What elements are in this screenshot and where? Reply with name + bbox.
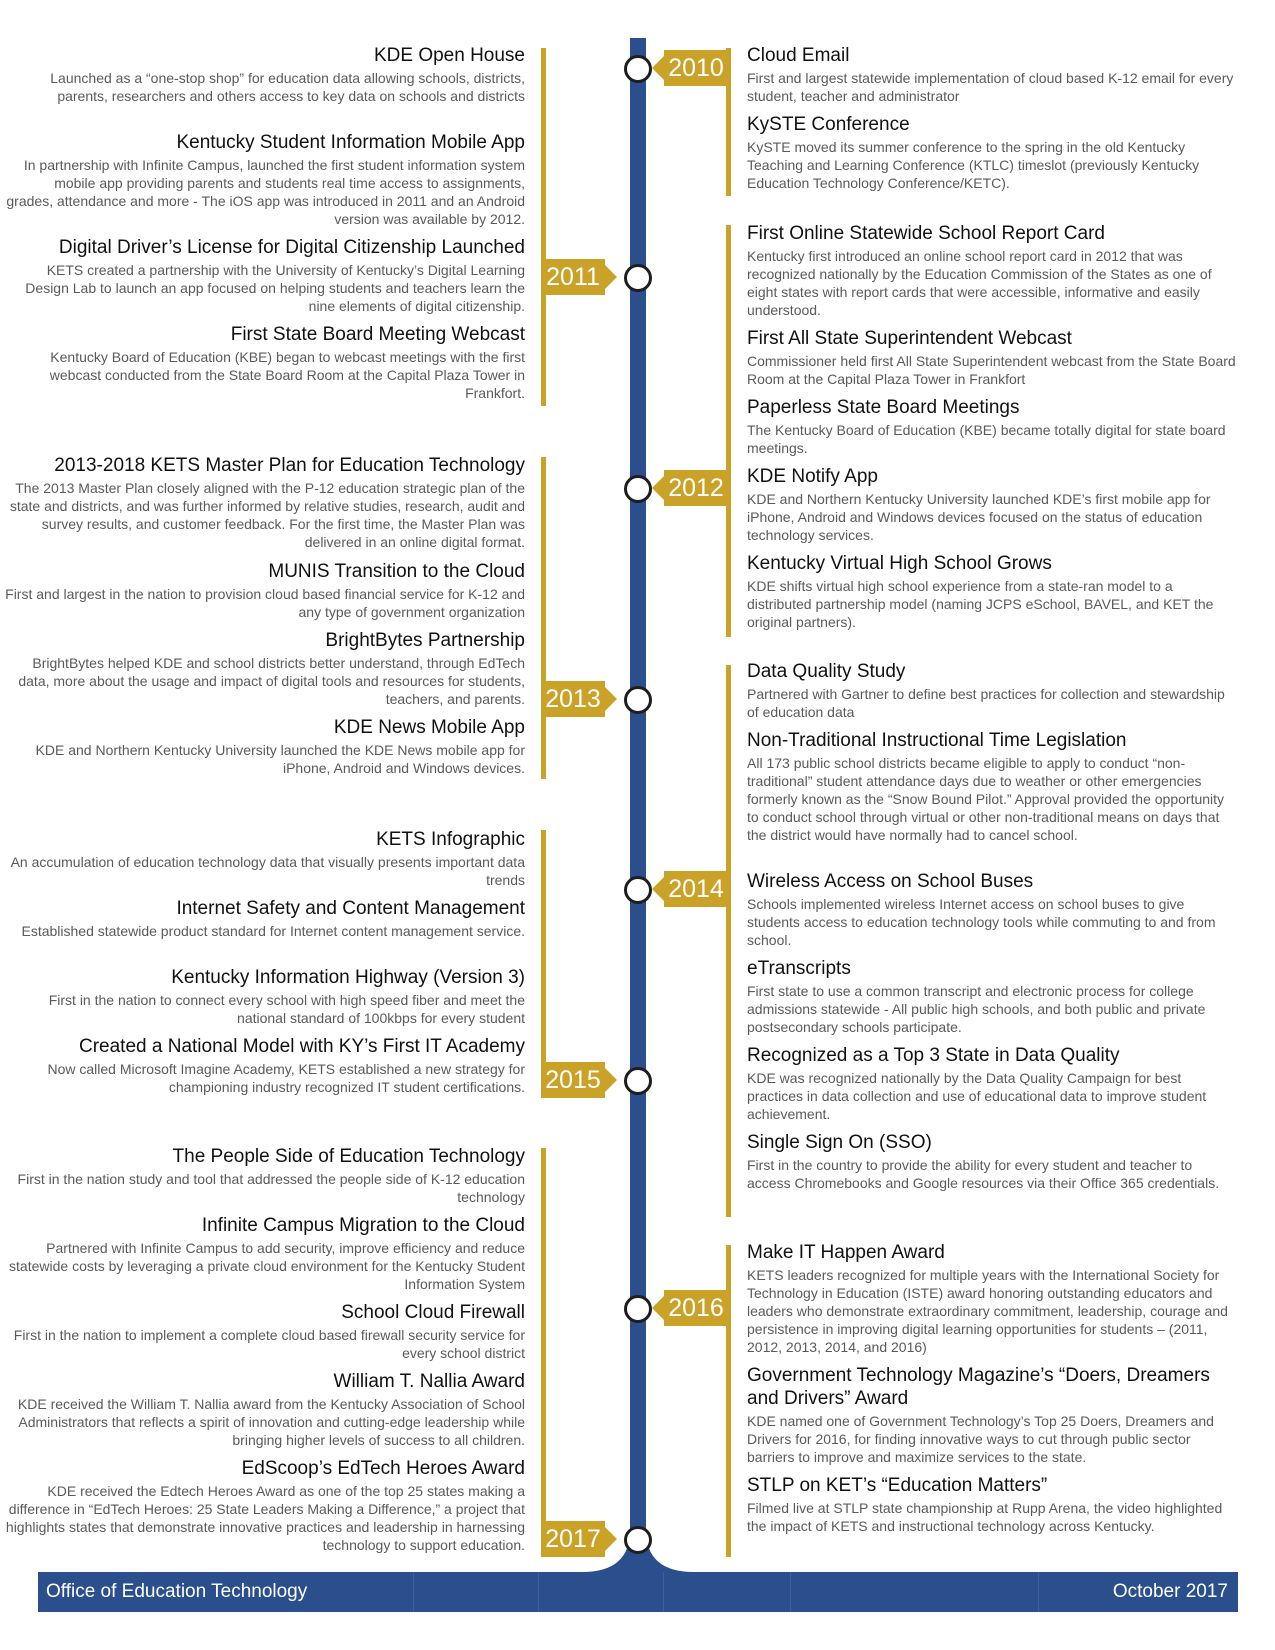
year-tab-2012: 2012 <box>664 470 728 506</box>
item-title: Kentucky Student Information Mobile App <box>176 132 525 153</box>
timeline-item-kets-infographic <box>5 828 525 889</box>
timeline-item-kde-open-house <box>5 44 525 105</box>
timeline-item-nti-legislation <box>747 729 1237 844</box>
timeline-item-superintendent-webcast <box>747 327 1237 388</box>
timeline-item-kentucky-info-highway <box>5 966 525 1027</box>
timeline-item-people-side <box>5 1145 525 1206</box>
timeline-item-stlp-education-matters <box>747 1474 1237 1535</box>
item-title: KETS Infographic <box>376 829 525 850</box>
footer-divider <box>790 1572 791 1612</box>
item-description: Filmed live at STLP state championship at Rupp Arena, the video highlighted the impact of KETS and instructional technology across Kentucky. <box>747 1500 1223 1534</box>
item-description: First in the nation to implement a complete cloud based firewall security service for every school district <box>13 1327 525 1361</box>
item-title: Kentucky Virtual High School Grows <box>747 553 1052 574</box>
item-title: Infinite Campus Migration to the Cloud <box>201 1215 525 1236</box>
year-tab-2017: 2017 <box>541 1521 605 1557</box>
item-description: KDE received the William T. Nallia award from the Kentucky Association of School Administrators that reflects a spirit of innovation and cutting-edge leadership while bringing higher levels of success to all children. <box>17 1396 525 1448</box>
item-title: Created a National Model with KY’s First IT Academy <box>79 1036 525 1057</box>
year-tab-2010: 2010 <box>664 50 728 86</box>
item-description: Launched as a “one-stop shop” for education data allowing schools, districts, parents, researchers and others access to key data on schools and districts <box>50 70 525 104</box>
item-description: KDE received the Edtech Heroes Award as one of the top 25 states making a difference in “EdTech Heroes: 25 State Leaders Making a Difference,” a project that highlights states that demonstrate innovative practices and leadership in harnessing technology to support education. <box>5 1483 525 1553</box>
item-description: First and largest statewide implementation of cloud based K-12 email for every student, teacher and administrator <box>747 70 1234 104</box>
item-title: First State Board Meeting Webcast <box>230 324 525 345</box>
item-title: The People Side of Education Technology <box>172 1146 525 1167</box>
year-tab-2016: 2016 <box>664 1290 728 1326</box>
footer-organization: Office of Education Technology <box>46 1581 308 1602</box>
item-title: Paperless State Board Meetings <box>747 397 1020 418</box>
item-description: First in the country to provide the ability for every student and teacher to access Chromebooks and Google resources via their Office 365 credentials. <box>747 1157 1220 1191</box>
left-block-bar-2017 <box>541 1148 546 1556</box>
item-description: Partnered with Infinite Campus to add security, improve efficiency and reduce statewide costs by leveraging a private cloud environment for the Kentucky Student Information System <box>9 1240 525 1292</box>
item-description: The 2013 Master Plan closely aligned with the P-12 education strategic plan of the state and districts, and was further informed by relative studies, research, audit and survey results, and customer feedback. For the first time, the Master Plan was delivered in an online digital format. <box>9 480 525 550</box>
item-title: BrightBytes Partnership <box>325 630 525 651</box>
year-tab-2011: 2011 <box>541 259 605 295</box>
timeline-item-data-quality-study <box>747 660 1237 721</box>
timeline-item-single-sign-on <box>747 1131 1237 1192</box>
timeline-item-kyste-conference <box>747 113 1237 192</box>
footer-divider <box>538 1572 539 1612</box>
item-title: Digital Driver’s License for Digital Citizenship Launched <box>58 237 525 258</box>
item-title: KDE News Mobile App <box>333 717 525 738</box>
year-tab-2013: 2013 <box>541 681 605 717</box>
item-title: First Online Statewide School Report Card <box>747 223 1105 244</box>
item-description: First in the nation to connect every school with high speed fiber and meet the national standard of 100kbps for every student <box>48 992 525 1026</box>
item-description: KDE named one of Government Technology’s Top 25 Doers, Dreamers and Drivers for 2016, for finding innovative ways to cut through public sector barriers to improve and maximize services to the state. <box>747 1413 1214 1465</box>
timeline-item-digital-drivers-license <box>5 236 525 315</box>
item-title: First All State Superintendent Webcast <box>747 328 1072 349</box>
item-title: Recognized as a Top 3 State in Data Quality <box>747 1045 1120 1066</box>
item-title: KDE Notify App <box>747 466 878 487</box>
item-title: Data Quality Study <box>747 661 906 682</box>
item-description: Established statewide product standard for Internet content management service. <box>21 923 525 939</box>
item-title: Internet Safety and Content Management <box>176 898 525 919</box>
item-description: BrightBytes helped KDE and school districts better understand, through EdTech data, more about the usage and impact of digital tools and resources for students, teachers, and parents. <box>18 655 525 707</box>
year-tab-2015: 2015 <box>541 1062 605 1098</box>
item-description: KDE shifts virtual high school experience from a state-ran model to a distributed partnership model (naming JCPS eSchool, BAVEL, and KET the original partners). <box>747 578 1214 630</box>
item-description: First and largest in the nation to provision cloud based financial service for K-12 and any type of government organization <box>5 586 525 620</box>
item-title: EdScoop’s EdTech Heroes Award <box>241 1458 525 1479</box>
timeline-item-doers-dreamers-drivers <box>747 1364 1237 1466</box>
item-description: Now called Microsoft Imagine Academy, KETS established a new strategy for championing industry recognized IT student certifications. <box>47 1061 525 1095</box>
footer-divider <box>413 1572 414 1612</box>
timeline-item-kde-news-app <box>5 716 525 777</box>
item-description: Partnered with Gartner to define best practices for collection and stewardship of education data <box>747 686 1225 720</box>
item-description: First in the nation study and tool that addressed the people side of K-12 education technology <box>17 1171 525 1205</box>
item-title: Make IT Happen Award <box>747 1242 945 1263</box>
item-description: An accumulation of education technology data that visually presents important data trends <box>10 854 525 888</box>
item-description: Kentucky Board of Education (KBE) began to webcast meetings with the first webcast conducted from the State Board Room at the Capital Plaza Tower in Frankfort. <box>49 349 525 401</box>
item-description: All 173 public school districts became eligible to apply to conduct “non-traditional” student attendance days due to weather or other emergencies formerly known as the “Snow Bound Pilot.” Approval provided the opportunity to conduct school through virtual or other non-traditional means on days that the district would have normally had to cancel school. <box>747 755 1225 843</box>
timeline-node-2015 <box>624 1067 652 1095</box>
item-description: Kentucky first introduced an online school report card in 2012 that was recognized nationally by the Education Commission of the States as one of eight states with report cards that were accessible, informative and easily understood. <box>747 248 1212 318</box>
item-title: KySTE Conference <box>747 114 910 135</box>
item-title: KDE Open House <box>373 45 525 66</box>
item-description: KETS leaders recognized for multiple years with the International Society for Technology in Education (ISTE) award honoring outstanding educators and leaders who demonstrate extraordinary commitment, leadership, courage and persistence in improving digital learning opportunities for students – (2011, 2012, 2013, 2014, and 2016) <box>747 1267 1228 1355</box>
timeline-item-internet-safety <box>5 897 525 940</box>
timeline-item-virtual-high-school <box>747 552 1237 631</box>
timeline-item-top-3-data-quality <box>747 1044 1237 1123</box>
item-description: First state to use a common transcript and electronic process for college admissions statewide - All public high schools, and both public and private postsecondary schools participate. <box>747 983 1206 1035</box>
left-block-bar-2011 <box>541 48 546 406</box>
timeline-item-kets-master-plan <box>5 454 525 551</box>
item-description: Commissioner held first All State Superintendent webcast from the State Board Room at the Capital Plaza Tower in Frankfort <box>747 353 1236 387</box>
item-description: KDE was recognized nationally by the Data Quality Campaign for best practices in data collection and use of educational data to improve student achievement. <box>747 1070 1207 1122</box>
timeline-node-2011 <box>624 264 652 292</box>
item-title: William T. Nallia Award <box>333 1371 525 1392</box>
timeline-item-it-academy <box>5 1035 525 1096</box>
timeline-item-etranscripts <box>747 957 1237 1036</box>
item-title: STLP on KET’s “Education Matters” <box>747 1475 1048 1496</box>
item-description: KDE and Northern Kentucky University launched the KDE News mobile app for iPhone, Android and Windows devices. <box>35 742 525 776</box>
timeline-node-2017 <box>624 1526 652 1554</box>
item-description: KDE and Northern Kentucky University launched KDE’s first mobile app for iPhone, Android and Windows devices focused on the status of education technology services. <box>747 491 1211 543</box>
year-tab-2014: 2014 <box>664 871 728 907</box>
item-title: Wireless Access on School Buses <box>747 871 1034 892</box>
timeline-item-brightbytes <box>5 629 525 708</box>
timeline-node-2010 <box>624 55 652 83</box>
item-title: Non-Traditional Instructional Time Legislation <box>747 730 1127 751</box>
item-title: 2013-2018 KETS Master Plan for Education Technology <box>54 455 525 476</box>
timeline-node-2013 <box>624 686 652 714</box>
item-description: The Kentucky Board of Education (KBE) became totally digital for state board meetings. <box>747 422 1226 456</box>
item-title: MUNIS Transition to the Cloud <box>268 561 525 582</box>
right-block-bar-2012 <box>726 225 731 637</box>
item-title: Single Sign On (SSO) <box>747 1132 932 1153</box>
left-block-bar-2013 <box>541 457 546 779</box>
right-block-bar-2014 <box>726 665 731 1217</box>
timeline-item-infinite-campus-cloud <box>5 1214 525 1293</box>
timeline-item-nallia-award <box>5 1370 525 1449</box>
item-title: Cloud Email <box>747 45 850 66</box>
timeline-item-school-cloud-firewall <box>5 1301 525 1362</box>
timeline-item-school-report-card <box>747 222 1237 319</box>
item-description: In partnership with Infinite Campus, launched the first student information system mobile app providing parents and students real time access to assignments, grades, attendance and more - The iOS app was introduced in 2011 and an Android version was available by 2012. <box>6 157 525 227</box>
timeline-item-edtech-heroes <box>5 1457 525 1554</box>
item-title: eTranscripts <box>747 958 851 979</box>
timeline-item-wireless-buses <box>747 870 1237 949</box>
timeline-node-2012 <box>624 475 652 503</box>
item-title: Kentucky Information Highway (Version 3) <box>171 967 525 988</box>
item-title: School Cloud Firewall <box>341 1302 525 1323</box>
item-description: KySTE moved its summer conference to the spring in the old Kentucky Teaching and Learning Conference (KTLC) timeslot (previously Kentucky Education Technology Conference/KETC). <box>747 139 1200 191</box>
footer-date: October 2017 <box>1112 1581 1228 1602</box>
item-title: Government Technology Magazine’s “Doers, Dreamers and Drivers” Award <box>747 1365 1210 1409</box>
timeline-item-paperless-board <box>747 396 1237 457</box>
item-description: KETS created a partnership with the University of Kentucky’s Digital Learning Design Lab to launch an app focused on helping students and teachers learn the nine elements of digital citizenship. <box>25 262 525 314</box>
timeline-item-kentucky-student-info-app <box>5 131 525 228</box>
timeline-item-munis-cloud <box>5 560 525 621</box>
item-description: Schools implemented wireless Internet access on school buses to give students access to education technology tools while commuting to and from school. <box>747 896 1216 948</box>
timeline-node-2016 <box>624 1295 652 1323</box>
footer-divider <box>1038 1572 1039 1612</box>
left-block-bar-2015 <box>541 830 546 1097</box>
footer-bar <box>38 1572 1238 1612</box>
timeline-item-state-board-webcast <box>5 323 525 402</box>
timeline-node-2014 <box>624 876 652 904</box>
timeline-item-make-it-happen <box>747 1241 1237 1356</box>
footer-divider <box>663 1572 664 1612</box>
timeline-item-kde-notify-app <box>747 465 1237 544</box>
timeline-item-cloud-email <box>747 44 1237 105</box>
